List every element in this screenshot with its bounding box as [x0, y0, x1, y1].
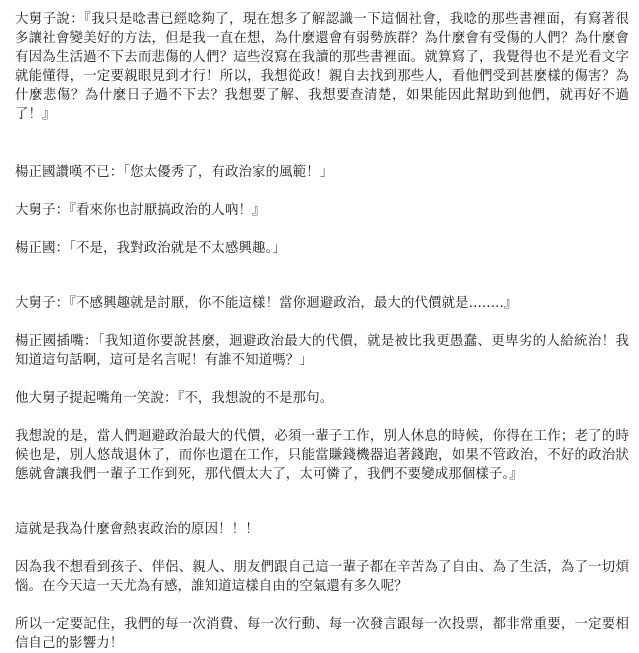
paragraph-yang-reply: 楊正國：「不是，我對政治就是不太感興趣。」 [15, 241, 286, 256]
paragraph-yang-praise: 楊正國讚嘆不已：「您太優秀了，有政治家的風範！」 [15, 165, 334, 180]
paragraph-uncle-intro: 大舅子說：『我只是唸書已經唸夠了，現在想多了解認識一下這個社會，我唸的那些書裡面，有寫著很多讓社會變美好的方法，但是我一直在想，為什麼還會有弱勢族群？為什麼會有受傷的人們？為什麼會有因為生活過不下去而悲傷的人們？這些沒寫在我讀的那些書裡面。就算寫了，我覺得也不是光看文字就能懂得，一定要親眼見到才行！所以，我想從政！親自去找到那些人，看他們受到甚麼樣的傷害？為什麼悲傷？為什麼日子過不下去？我想要了解、我想要查清楚，如果能因此幫助到他們，就再好不過了！』 [15, 12, 629, 122]
paragraph-freedom: 因為我不想看到孩子、伴侶、親人、朋友們跟自己這一輩子都在辛苦為了自由、為了生活，為了一切煩惱。在今天這一天尤為有感，誰知道這樣自由的空氣還有多久呢？ [15, 560, 629, 594]
paragraph-reason: 這就是我為什麼會熱衷政治的原因！！！ [15, 522, 259, 537]
paragraph-uncle-smile: 他大舅子提起嘴角一笑說：『不，我想說的不是那句。 [15, 391, 334, 406]
paragraph-yang-interrupt: 楊正國插嘴：「我知道你要說甚麼，迴避政治最大的代價，就是被比我更愚蠢、更卑劣的人給統治！我知道這句話啊，這可是名言呢！有誰不知道嗎？」 [15, 334, 629, 368]
paragraph-conclusion: 所以一定要記住，我們的每一次消費、每一次行動、每一次發言跟每一次投票，都非常重要，一定要相信自己的影響力！ [15, 617, 629, 651]
paragraph-uncle-cost: 大舅子：『不感興趣就是討厭，你不能這樣！當你迴避政治，最大的代價就是........』 [15, 296, 518, 311]
paragraph-uncle-explain: 我想說的是，當人們迴避政治最大的代價，必須一輩子工作，別人休息的時候，你得在工作；老了的時候也是，別人悠哉退休了，而你也還在工作，只能當賺錢機器追著錢跑，如果不管政治，不好的政治狀態就會讓我們一輩子工作到死，那代價太大了，太可憐了，我們不要變成那個樣子。』 [15, 429, 629, 482]
paragraph-uncle-reply: 大舅子：『看來你也討厭搞政治的人吶！』 [15, 203, 266, 218]
